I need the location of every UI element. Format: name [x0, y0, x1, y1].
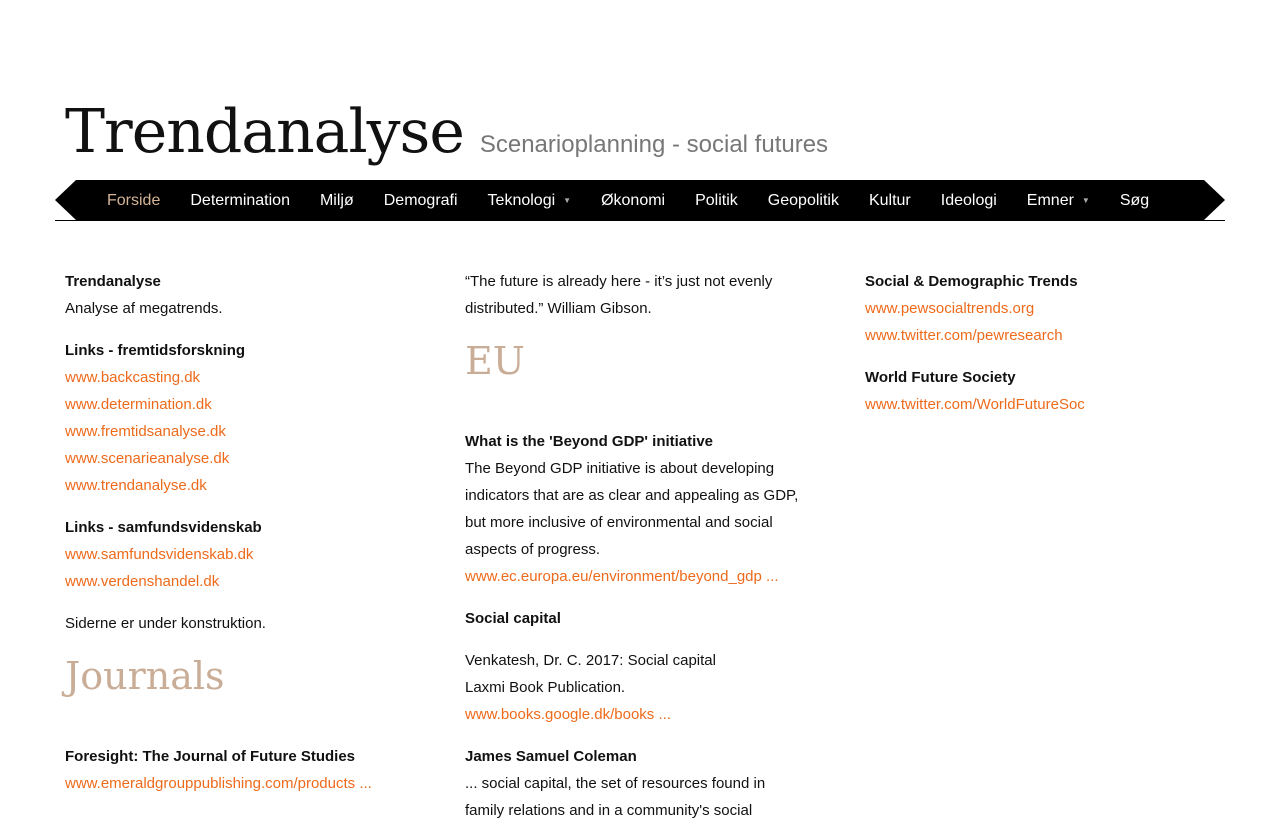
- coleman-line-1: ... social capital, the set of resources found in: [465, 775, 766, 792]
- eu-heading: EU: [465, 339, 525, 383]
- gdp-text-line: but more inclusive of environmental and social: [465, 514, 773, 531]
- link-twitter-worldfuturesoc[interactable]: www.twitter.com/WorldFutureSoc: [865, 396, 1085, 413]
- right-column: [865, 268, 1205, 433]
- site-title[interactable]: Trendanalyse: [65, 97, 464, 167]
- gdp-text-line: aspects of progress.: [465, 541, 601, 558]
- site-tagline: Scenarioplanning - social futures: [479, 131, 829, 158]
- nav-item-label: Søg: [1119, 191, 1150, 209]
- link-determination[interactable]: www.determination.dk: [65, 396, 212, 413]
- journal-link[interactable]: www.emeraldgrouppublishing.com/products ...: [65, 775, 372, 792]
- site-header: [65, 92, 828, 172]
- book-line-2: Laxmi Book Publication.: [465, 679, 626, 696]
- link-trendanalyse[interactable]: www.trendanalyse.dk: [65, 477, 207, 494]
- gdp-text-line: The Beyond GDP initiative is about developing: [465, 460, 775, 477]
- nav-item-label: Politik: [695, 191, 738, 209]
- nav-item-forside[interactable]: [92, 192, 175, 210]
- social-capital-title: Social capital: [465, 610, 561, 627]
- nav-item-label: Ideologi: [940, 191, 997, 209]
- link-samfundsvidenskab[interactable]: www.samfundsvidenskab.dk: [65, 546, 254, 563]
- wfs-title: World Future Society: [865, 369, 1016, 386]
- pew-title: Social & Demographic Trends: [865, 273, 1078, 290]
- links-social-science-title: Links - samfundsvidenskab: [65, 519, 262, 536]
- quote-line-2: distributed.” William Gibson.: [465, 300, 652, 317]
- nav-item-miljø[interactable]: [305, 192, 369, 210]
- nav-item-emner[interactable]: [1012, 192, 1105, 210]
- links-futures-title: Links - fremtidsforskning: [65, 342, 246, 359]
- nav-item-label: Geopolitik: [767, 191, 839, 209]
- nav-item-teknologi[interactable]: [473, 192, 587, 210]
- caret-down-icon: ▼: [1081, 196, 1090, 205]
- book-line-1: Venkatesh, Dr. C. 2017: Social capital: [465, 652, 716, 669]
- nav-item-label: Emner: [1026, 191, 1074, 209]
- link-verdenshandel[interactable]: www.verdenshandel.dk: [65, 573, 220, 590]
- nav-item-politik[interactable]: [680, 192, 753, 210]
- nav-item-label: Miljø: [319, 191, 354, 209]
- nav-item-label: Teknologi: [487, 191, 556, 209]
- caret-down-icon: ▼: [563, 196, 572, 205]
- gdp-title: What is the 'Beyond GDP' initiative: [465, 433, 713, 450]
- coleman-title: James Samuel Coleman: [465, 748, 637, 765]
- main-nav: [55, 180, 1225, 221]
- nav-item-label: Kultur: [868, 191, 911, 209]
- construction-note: Siderne er under konstruktion.: [65, 615, 266, 632]
- link-fremtidsanalyse[interactable]: www.fremtidsanalyse.dk: [65, 423, 226, 440]
- journal-title: Foresight: The Journal of Future Studies: [65, 748, 356, 765]
- intro-text: Analyse af megatrends.: [65, 300, 223, 317]
- gdp-text-line: indicators that are as clear and appealing as GDP,: [465, 487, 799, 504]
- nav-item-søg[interactable]: [1105, 192, 1164, 210]
- quote-line-1: “The future is already here - it’s just not evenly: [465, 273, 773, 290]
- link-twitter-pewresearch[interactable]: www.twitter.com/pewresearch: [865, 327, 1063, 344]
- book-link[interactable]: www.books.google.dk/books ...: [465, 706, 671, 723]
- nav-item-label: Økonomi: [601, 191, 666, 209]
- nav-item-determination[interactable]: [175, 192, 305, 210]
- nav-item-kultur[interactable]: [854, 192, 926, 210]
- left-column: [65, 268, 405, 812]
- nav-item-geopolitik[interactable]: [753, 192, 854, 210]
- nav-item-demografi[interactable]: [369, 192, 473, 210]
- gdp-link[interactable]: www.ec.europa.eu/environment/beyond_gdp ...: [465, 568, 779, 585]
- link-pewsocialtrends[interactable]: www.pewsocialtrends.org: [865, 300, 1035, 317]
- middle-column: [465, 268, 805, 839]
- nav-list: [92, 180, 1164, 221]
- nav-item-label: Demografi: [383, 191, 458, 209]
- nav-item-økonomi[interactable]: [586, 192, 680, 210]
- link-scenarieanalyse[interactable]: www.scenarieanalyse.dk: [65, 450, 230, 467]
- nav-item-label: Determination: [190, 191, 290, 209]
- coleman-line-2: family relations and in a community's social: [465, 802, 753, 819]
- journals-heading: Journals: [65, 654, 225, 698]
- nav-item-label: Forside: [107, 191, 161, 209]
- nav-item-ideologi[interactable]: [926, 192, 1012, 210]
- link-backcasting[interactable]: www.backcasting.dk: [65, 369, 201, 386]
- intro-title: Trendanalyse: [65, 273, 161, 290]
